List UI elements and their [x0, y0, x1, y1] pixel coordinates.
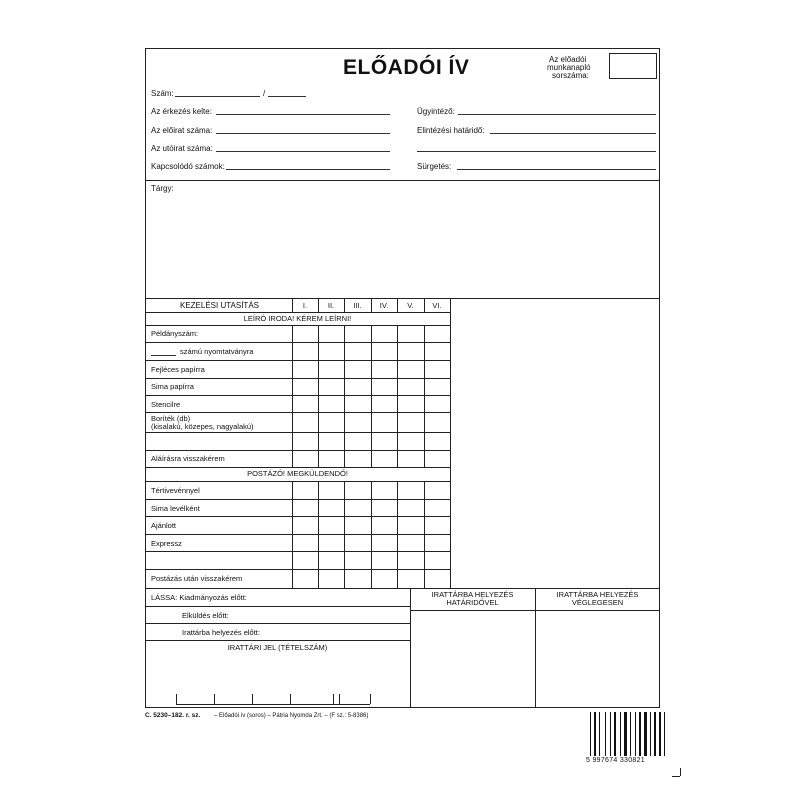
irattar-vegleges-label-1: IRATTÁRBA HELYEZÉS [556, 590, 639, 599]
hatarido-label: Elintézési határidő: [417, 126, 485, 135]
row-boritek-sub: (kisalakú, közepes, nagyalakú) [151, 422, 254, 431]
row-stencil: Stencilre [151, 400, 181, 409]
row-line [145, 499, 450, 500]
irattar-hatarido-label-1: IRATTÁRBA HELYEZÉS [431, 590, 514, 599]
lassa-elkuldes: Elküldés előtt: [182, 611, 229, 620]
row-line [145, 606, 410, 607]
col-header-1: I. [302, 301, 308, 310]
barcode-bar [644, 712, 647, 756]
lassa-kiadmanyozas: LÁSSA: Kiadmányozás előtt: [151, 593, 247, 602]
erkezes-field[interactable] [216, 114, 390, 115]
barcode-bar [659, 712, 661, 756]
row-line [145, 450, 450, 451]
tick [176, 694, 177, 704]
row-line [145, 481, 450, 482]
row-expressz: Expressz [151, 539, 182, 548]
col-sep [318, 325, 319, 467]
tick [339, 694, 340, 704]
row-tertiveveny: Tértivevénnyel [151, 486, 200, 495]
row-nyomtatvany: számú nyomtatványra [180, 347, 254, 356]
row-line [145, 569, 450, 570]
col-header-6: VI. [432, 301, 442, 310]
col-header-4: IV. [379, 301, 389, 310]
ugyintezo-label: Ügyintéző: [417, 107, 455, 116]
targy-top-border [145, 180, 660, 181]
row-boritek: Boríték (db) [151, 414, 191, 423]
barcode [586, 712, 660, 768]
kezelesi-title: KEZELÉSI UTASÍTÁS [180, 301, 259, 310]
utoirat-field[interactable] [216, 151, 390, 152]
irattar-vegleges-label-2: VÉGLEGESEN [571, 598, 624, 607]
footer-description: – Előadói ív (soros) – Pátria Nyomda Zrt. – (F sz.: 5-8386) [214, 713, 369, 719]
section-postazo: POSTÁZÓ! MEGKÜLDENDŐ! [247, 469, 348, 478]
hatarido-field[interactable] [490, 133, 656, 134]
szam-field-2[interactable] [268, 96, 306, 97]
utoirat-label: Az utóirat száma: [151, 144, 213, 153]
col-sep [344, 325, 345, 467]
row-line [145, 623, 410, 624]
row-line [145, 342, 450, 343]
barcode-bar [664, 712, 665, 756]
kapcsolodo-field[interactable] [226, 169, 390, 170]
col-sep [424, 325, 425, 467]
row-alairasra: Aláírásra visszakérem [151, 454, 225, 463]
barcode-bar [635, 712, 636, 756]
barcode-bar [594, 712, 596, 756]
tick [252, 694, 253, 704]
serial-number-box[interactable] [609, 53, 657, 79]
targy-label: Tárgy: [151, 184, 174, 193]
crop-mark [672, 776, 680, 777]
barcode-bar [639, 712, 641, 756]
row-sima-papir: Sima papírra [151, 382, 194, 391]
tick [370, 694, 371, 704]
irattar-hatarido-label-2: HATÁRIDŐVEL [446, 598, 499, 607]
row-postazas-utan: Postázás után visszakérem [151, 574, 243, 583]
barcode-bar [614, 712, 616, 756]
targy-field[interactable] [146, 196, 658, 296]
tick-baseline [176, 704, 370, 705]
row-fejleces: Fejléces papírra [151, 365, 205, 374]
row-sima-level: Sima levélként [151, 504, 200, 513]
kezelesi-top-border [145, 298, 660, 299]
row-line [145, 432, 450, 433]
barcode-bar [624, 712, 627, 756]
col-header-2: II. [327, 301, 335, 310]
row-line [145, 516, 450, 517]
szam-separator: / [263, 89, 266, 98]
row-ajanlott: Ajánlott [151, 521, 177, 530]
section-leiro-iroda: LEÍRÓ IRODA! KÉREM LEÍRNI! [243, 314, 352, 323]
row-line [145, 395, 450, 396]
row-line [145, 551, 450, 552]
serial-label-1: Az előadói [549, 55, 587, 64]
col-sep [397, 325, 398, 467]
ugyintezo-field[interactable] [458, 114, 656, 115]
barcode-bar [590, 712, 591, 756]
page-title: ELŐADÓI ÍV [343, 56, 470, 79]
serial-label-2: munkanapló [547, 63, 591, 72]
barcode-bars [590, 712, 660, 756]
surgetes-field[interactable] [457, 169, 656, 170]
szam-field[interactable] [175, 96, 260, 97]
surgetes-label: Sürgetés: [417, 162, 452, 171]
row-line [145, 467, 450, 468]
tick [333, 694, 334, 704]
eloirat-field[interactable] [216, 133, 390, 134]
barcode-bar [610, 712, 611, 756]
barcode-bar [630, 712, 631, 756]
row-line [145, 640, 410, 641]
tick [214, 694, 215, 704]
barcode-bar [654, 712, 656, 756]
irattari-jel-label: IRATTÁRI JEL (TÉTELSZÁM) [227, 643, 328, 652]
col-sep [292, 325, 293, 467]
row-line [145, 312, 450, 313]
barcode-bar [605, 712, 606, 756]
blank-right-field[interactable] [417, 151, 656, 152]
serial-label-3: sorszáma: [552, 71, 589, 80]
barcode-bar [650, 712, 651, 756]
szam-label: Szám: [151, 89, 174, 98]
col-sep [371, 325, 372, 467]
row-peldanyszam: Példányszám: [151, 329, 199, 338]
crop-mark [680, 768, 681, 776]
barcode-bar [599, 712, 600, 756]
eloirat-label: Az előirat száma: [151, 126, 213, 135]
row-line [145, 534, 450, 535]
irattar-vegleges-field[interactable] [536, 611, 659, 707]
barcode-number: 5 997674 330821 [586, 757, 645, 764]
nyomtatvany-number-field[interactable] [151, 355, 176, 356]
row-line [145, 360, 450, 361]
tick [290, 694, 291, 704]
lassa-irattarba: Irattárba helyezés előtt: [182, 628, 260, 637]
col-header-5: V. [407, 301, 414, 310]
row-line [145, 325, 450, 326]
erkezes-label: Az érkezés kelte: [151, 107, 212, 116]
footer-code: C. 5230–182. r. sz. [145, 712, 201, 719]
table-right-border [450, 298, 451, 588]
kapcsolodo-label: Kapcsolódó számok: [151, 162, 225, 171]
irattar-hatarido-field[interactable] [411, 611, 534, 707]
bottom-section-border [145, 588, 660, 589]
barcode-bar [620, 712, 621, 756]
row-line [145, 378, 450, 379]
col-header-3: III. [353, 301, 362, 310]
row-line [145, 412, 450, 413]
